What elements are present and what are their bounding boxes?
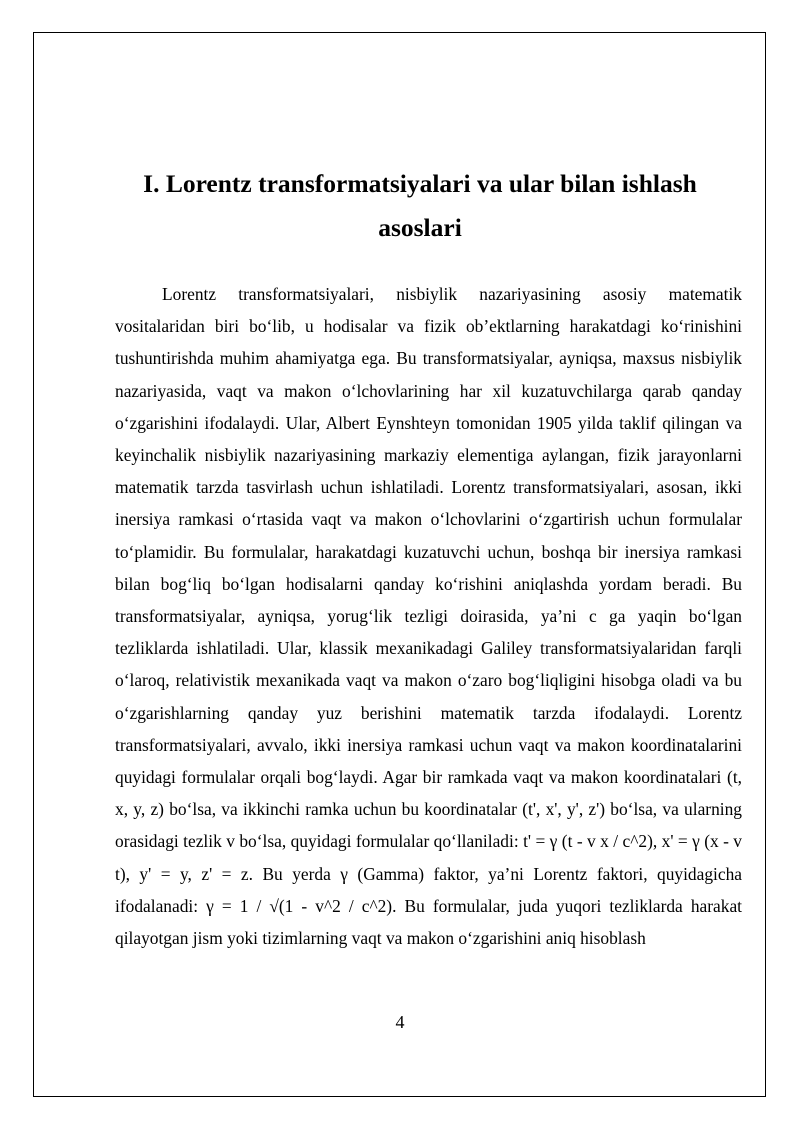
section-title: I. Lorentz transformatsiyalari va ular bilan ishlash asoslari bbox=[143, 169, 697, 242]
body-paragraph: Lorentz transformatsiyalari, nisbiylik nazariyasining asosiy matematik vositalaridan biri bo‘lib, u hodisalar va fizik ob’ektlarning harakatdagi ko‘rinishini tushuntirishda muhim ahamiyatga ega. Bu transformatsiyalar, ayniqsa, maxsus nisbiylik nazariyasida, vaqt va makon o‘lchovlarining har xil kuzatuvchilarga qarab qanday o‘zgarishini ifodalaydi. Ular, Albert Eynshteyn tomonidan 1905 yilda taklif qilingan va keyinchalik nisbiylik nazariyasining markaziy elementiga aylangan, fizik jarayonlarni matematik tarzda tasvirlash uchun ishlatiladi. Lorentz transformatsiyalari, asosan, ikki inersiya ramkasi o‘rtasida vaqt va makon o‘lchovlarini o‘zgartirish uchun formulalar to‘plamidir. Bu formulalar, harakatdagi kuzatuvchi uchun, boshqa bir inersiya ramkasi bilan bog‘liq bo‘lgan hodisalarni qanday ko‘rishini aniqlashda yordam beradi. Bu transformatsiyalar, ayniqsa, yorug‘lik tezligi doirasida, ya’ni c ga yaqin bo‘lgan tezliklarda ishlatiladi. Ular, klassik mexanikadagi Galiley transformatsiyalaridan farqli o‘laroq, relativistik mexanikada vaqt va makon o‘zaro bog‘liqligini hisobga oladi va bu o‘zgarishlarning qanday yuz berishini matematik tarzda ifodalaydi. Lorentz transformatsiyalari, avvalo, ikki inersiya ramkasi uchun vaqt va makon koordinatalarini quyidagi formulalar orqali bog‘laydi. Agar bir ramkada vaqt va makon koordinatalari (t, x, y, z) bo‘lsa, va ikkinchi ramka uchun bu koordinatalar (t', x', y', z') bo‘lsa, va ularning orasidagi tezlik v bo‘lsa, quyidagi formulalar qo‘llaniladi: t' = γ (t - v x / c^2), x' = γ (x - v t), y' = y, z' = z. Bu yerda γ (Gamma) faktor, ya’ni Lorentz faktori, quyidagicha ifodalanadi: γ = 1 / √(1 - v^2 / c^2). Bu formulalar, juda yuqori tezliklarda harakat qilayotgan jism yoki tizimlarning vaqt va makon o‘zgarishini aniq hisoblash bbox=[115, 284, 742, 949]
page-number: 4 bbox=[395, 1012, 405, 1032]
